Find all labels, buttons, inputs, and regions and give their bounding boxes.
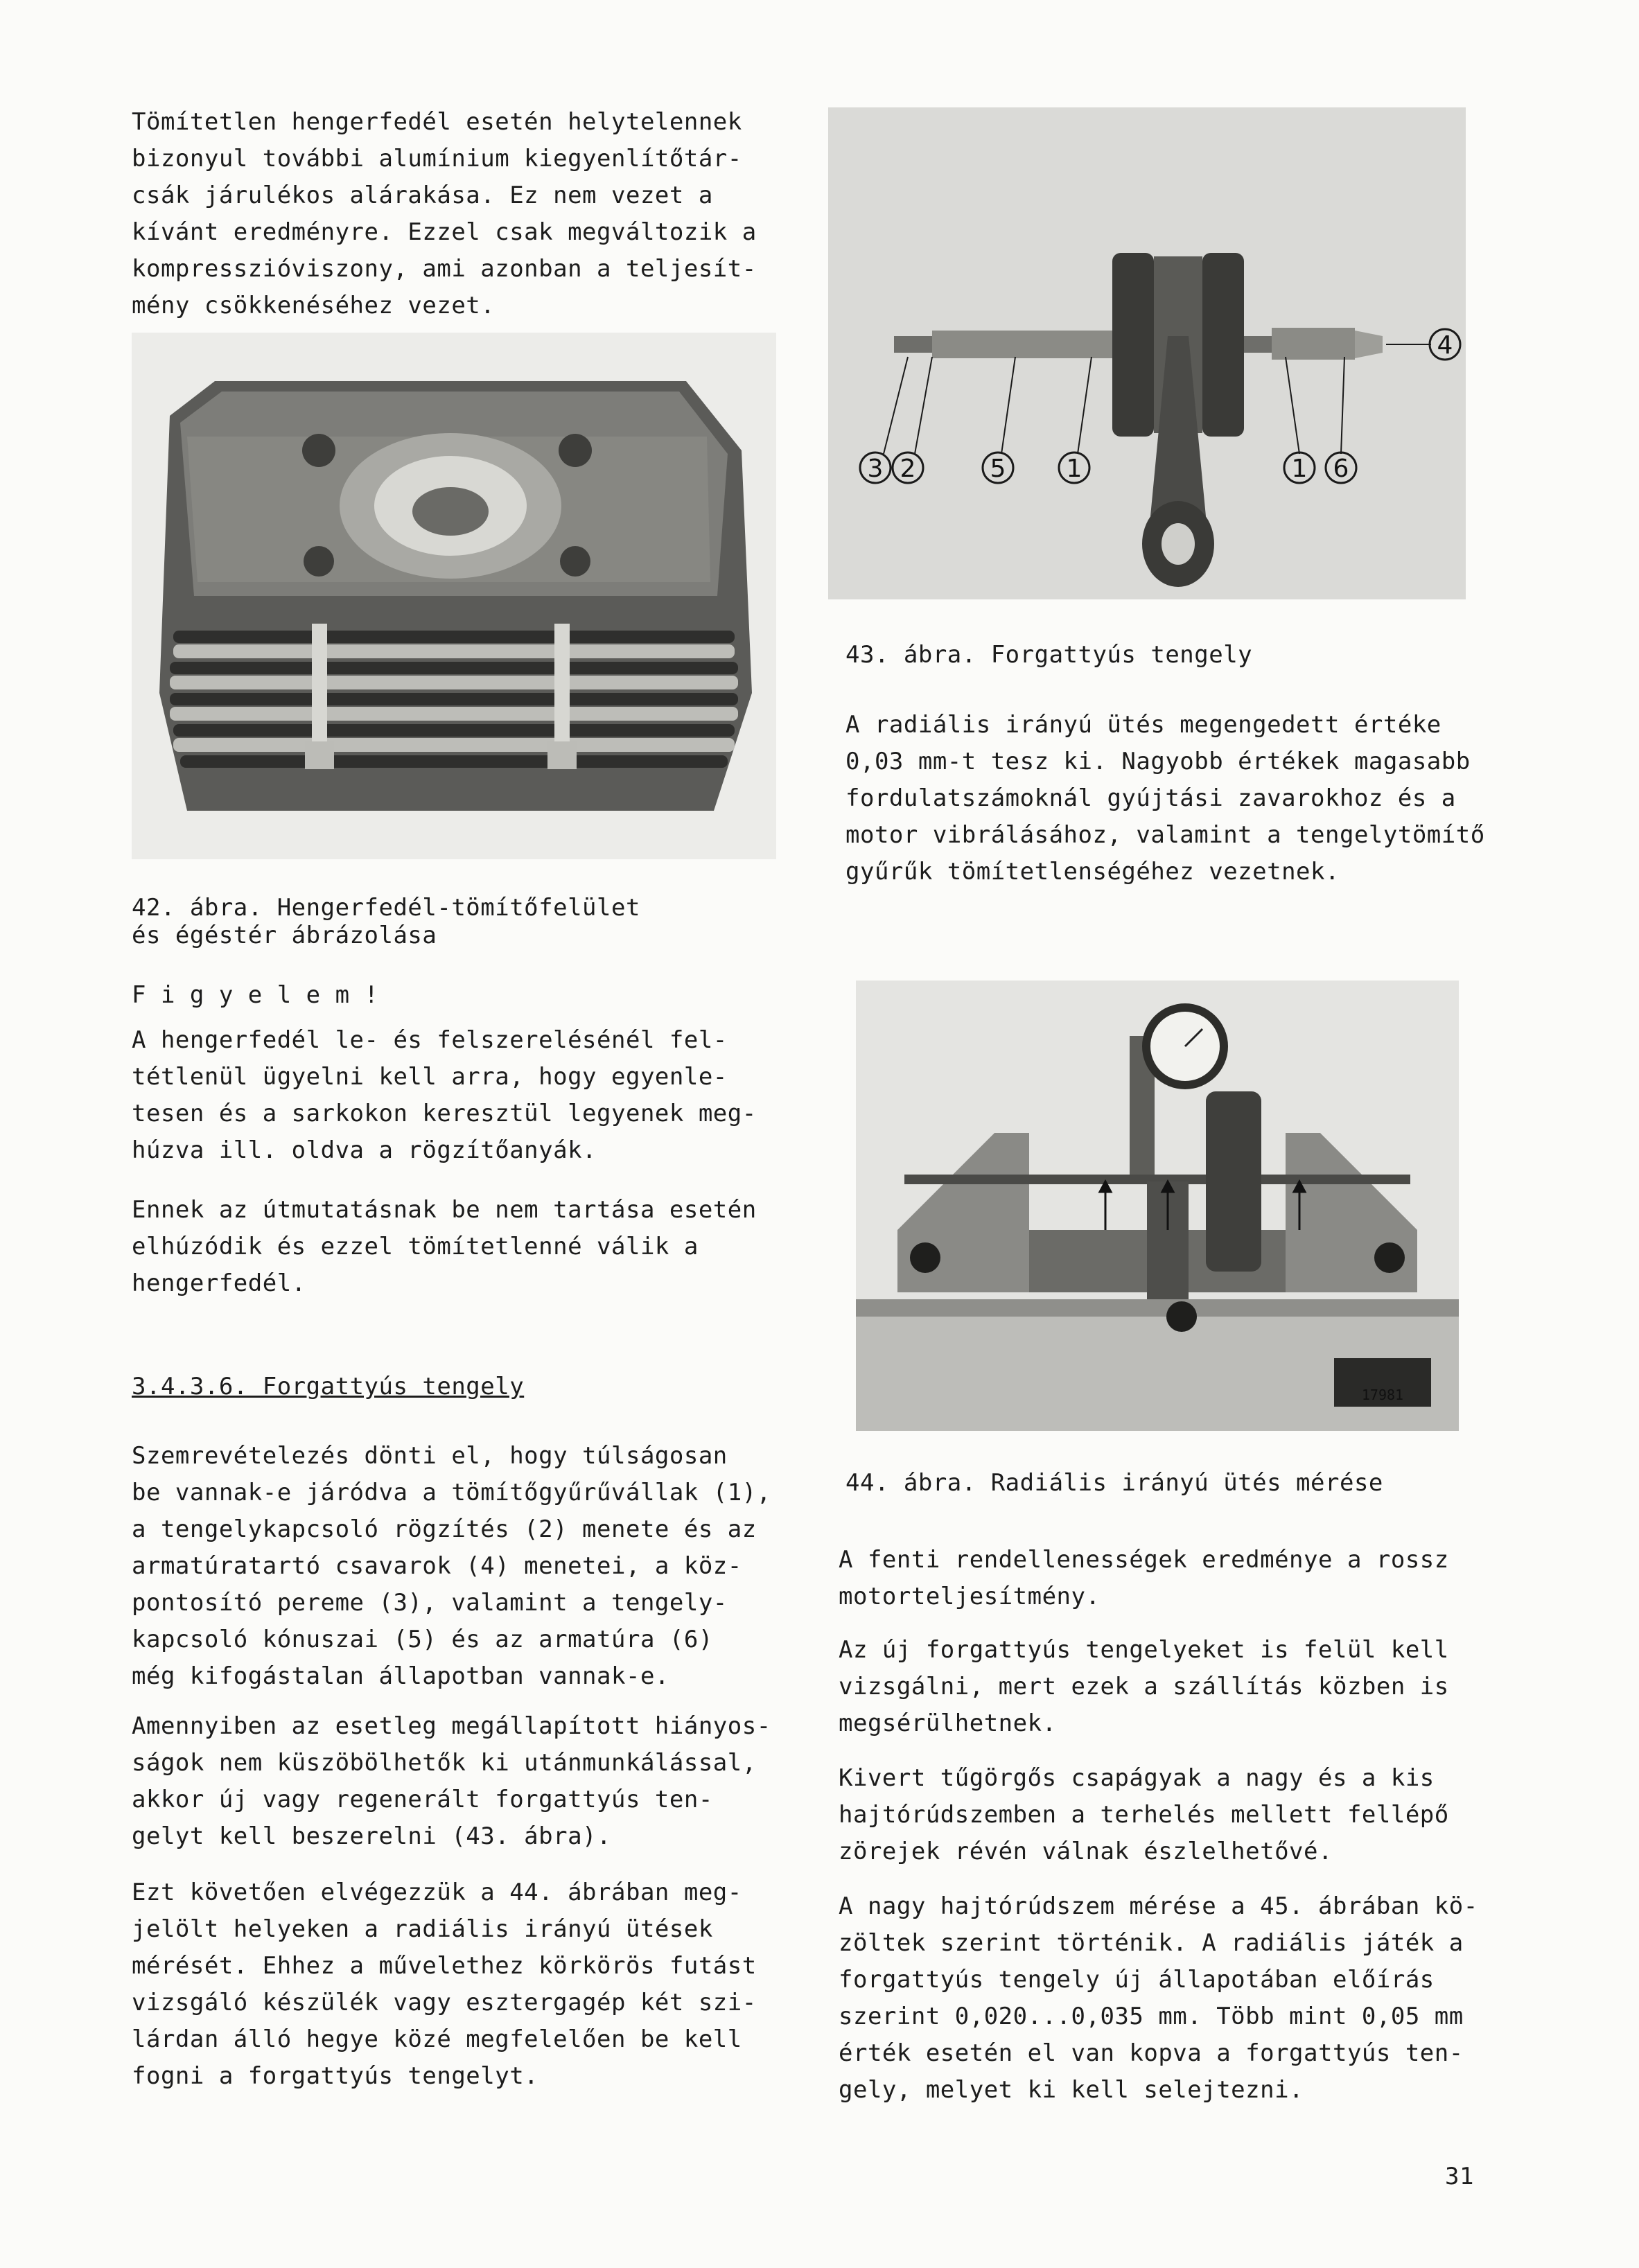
callout-4: 4 — [1437, 331, 1453, 360]
rod-paragraph: A nagy hajtórúdszem mérése a 45. ábrában kö- zöltek szerint történik. A radiális játék a forgattyús tengely új állapotában előírás szerint 0,020...0,035 mm. Több mint 0,05 mm érték esetén el van kopva a forgattyús ten- gely, melyet ki kell selejtezni. — [839, 1892, 1478, 2104]
callout-5: 5 — [990, 455, 1006, 483]
bearing-paragraph: Kivert tűgörgős csapágyak a nagy és a kis hajtórúdszemben a terhelés mellett fellépő zörejek révén válnak észlelhetővé. — [839, 1764, 1449, 1865]
figure-43-photo — [828, 107, 1466, 599]
section-heading: 3.4.3.6. Forgattyús tengely — [132, 1373, 525, 1400]
replacement-paragraph: Amennyiben az esetleg megállapított hiányos- ságok nem küszöbölhetők ki utánmunkálással, akkor új vagy regenerált forgattyús ten- gelyt kell beszerelni (43. ábra). — [132, 1712, 771, 1850]
figure-42-caption: 42. ábra. Hengerfedél-tömítőfelület és égéstér ábrázolása — [132, 894, 640, 949]
intro-paragraph: Tömítetlen hengerfedél esetén helytelennek bizonyul további alumínium kiegyenlítőtár- csák járulékos alárakása. Ez nem vezet a kívánt eredményre. Ezzel csak megváltozik a kompresszióviszony, ami azonban a teljesít- mény csökkenéséhez vezet. — [132, 108, 757, 319]
attention-paragraph: A hengerfedél le- és felszerelésénél fel- tétlenül ügyelni kell arra, hogy egyenle- tesen és a sarkokon keresztül legyenek meg- húzva ill. oldva a rögzítőanyák. — [132, 1026, 757, 1164]
attention-heading: F i g y e l e m ! — [132, 981, 379, 1009]
callout-6: 6 — [1333, 455, 1349, 483]
figure-43-caption: 43. ábra. Forgattyús tengely — [845, 641, 1253, 669]
warning-paragraph: Ennek az útmutatásnak be nem tartása esetén elhúzódik és ezzel tömítetlenné válik a hengerfedél. — [132, 1196, 757, 1297]
measurement-paragraph: Ezt követően elvégezzük a 44. ábrában meg- jelölt helyeken a radiális irányú ütések mérését. Ehhez a művelethez körkörös futást vizsgáló készülék vagy esztergagép két szi- lárdan álló hegye közé megfelelően be kell fogni a forgattyús tengelyt. — [132, 1879, 757, 2090]
figure-44-plate-number: 17981 — [1361, 1387, 1404, 1403]
figure-42-photo — [132, 333, 776, 859]
figure-44-photo — [856, 981, 1459, 1431]
radial-paragraph: A radiális irányú ütés megengedett értéke 0,03 mm-t tesz ki. Nagyobb értékek magasabb fordulatszámoknál gyújtási zavarokhoz és a motor vibrálásához, valamint a tengelytömítő gyűrűk tömítetlenségéhez vezetnek. — [845, 711, 1485, 886]
new-shaft-paragraph: Az új forgattyús tengelyeket is felül kell vizsgálni, mert ezek a szállítás közben is megsérülhetnek. — [839, 1636, 1449, 1737]
callout-1-right: 1 — [1291, 455, 1308, 483]
callout-1-left: 1 — [1066, 455, 1083, 483]
result-paragraph: A fenti rendellenességek eredménye a rossz motorteljesítmény. — [839, 1546, 1449, 1610]
callout-3: 3 — [867, 455, 884, 483]
page-number: 31 — [1445, 2163, 1474, 2190]
figure-44-caption: 44. ábra. Radiális irányú ütés mérése — [845, 1469, 1383, 1497]
callout-2: 2 — [900, 455, 916, 483]
inspection-paragraph: Szemrevételezés dönti el, hogy túlságosan be vannak-e járódva a tömítőgyűrűvállak (1), a tengelykapcsoló rögzítés (2) menete és az armatúratartó csavarok (4) menetei, a köz- pontosító pereme (3), valamint a tengely- kapcsoló kónuszai (5) és az armatúra (6) még kifogástalan állapotban vannak-e. — [132, 1442, 771, 1690]
